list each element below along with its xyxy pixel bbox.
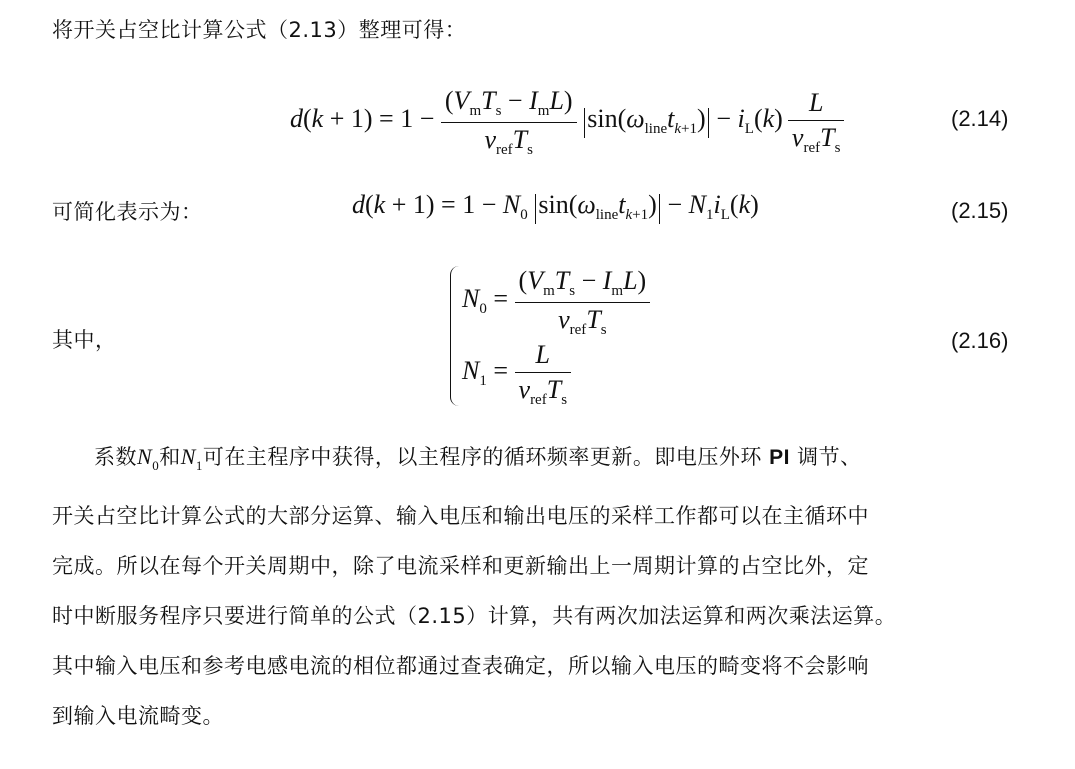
equation-2-16-n0: N0 = $\frac{\text{(VmTs − ImL)}}{\text{vrefTs}}$: [462, 266, 650, 339]
paragraph-line-4: 时中断服务程序只要进行简单的公式（2.15）计算，共有两次加法运算和两次乘法运算。: [52, 604, 897, 628]
paragraph: [52, 432, 896, 741]
where-label: 其中，: [52, 328, 117, 352]
eq214-fraction-1: $\frac{\text{(VmTs − ImL)}}{\text{vrefTs}}$: [441, 86, 577, 159]
paragraph-line-3: 完成。所以在每个开关周期中，除了电流采样和更新输出上一周期计算的占空比外，定: [52, 554, 869, 578]
intro-line: 将开关占空比计算公式（2.13）整理可得：: [52, 18, 467, 42]
equation-2-15: d(k + 1) = 1 − N0 sin(ωlinetk+1) − N1iL(k): [352, 190, 759, 223]
paragraph-line-6: 到输入电流畸变。: [52, 704, 224, 728]
eq214-fraction-2: $\frac{L}{\text{vrefTs}}$: [788, 88, 845, 157]
paragraph-line-5: 其中输入电压和参考电感电流的相位都通过查表确定，所以输入电压的畸变将不会影响: [52, 654, 869, 678]
equation-2-16-n1: N1 = $\frac{L}{\text{vrefTs}}$: [462, 340, 571, 409]
simplify-label: 可简化表示为：: [52, 200, 203, 224]
equation-2-14: d(k + 1) = 1 − $\frac{\text{(VmTs − ImL)}}{\text{vrefTs}}$ sin(ωlinetk+1) − iL(k) $\frac{L}{\text{vrefTs}}$: [290, 86, 844, 159]
paragraph-line-1: 系数$N_0$和$N_1$可在主程序中获得，以主程序的循环频率更新。即电压外环 PI 调节、: [94, 444, 862, 473]
paragraph-line-2: 开关占空比计算公式的大部分运算、输入电压和输出电压的采样工作都可以在主循环中: [52, 504, 869, 528]
equation-number-2-14: (2.14): [951, 106, 1009, 131]
equation-number-2-16: (2.16): [951, 328, 1009, 353]
equation-number-2-15: (2.15): [951, 198, 1009, 223]
left-brace: [450, 266, 459, 406]
